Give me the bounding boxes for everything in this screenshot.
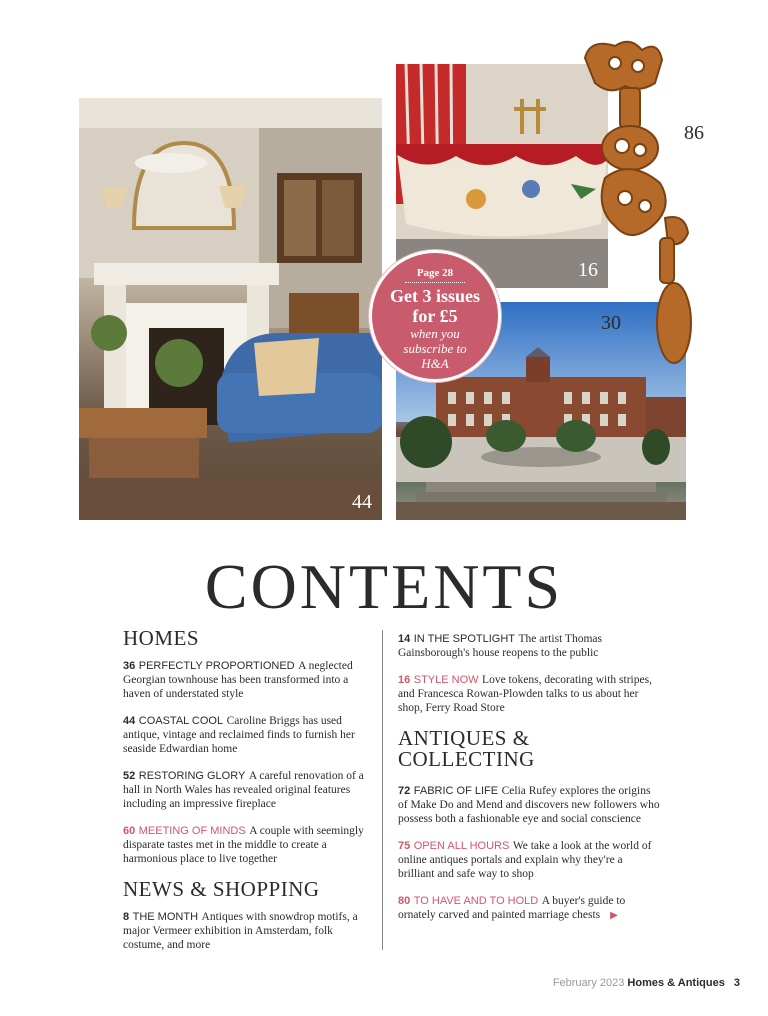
- contents-entry[interactable]: [398, 673, 660, 715]
- entry-description: A careful renovation of a hall in North Wales has revealed original features including an impressive fireplace: [123, 770, 364, 810]
- love-spoon-illustration: [570, 38, 700, 368]
- entry-page-number: 52: [123, 770, 136, 782]
- section-heading-antiques: [398, 728, 660, 770]
- promo-sub-3: H&A: [421, 356, 449, 371]
- contents-entry[interactable]: [123, 824, 373, 866]
- contents-entry[interactable]: [123, 769, 373, 811]
- entry-description: We take a look at the world of online antiques portals and explain why they're a brilliant and safe way to shop: [398, 840, 652, 880]
- homes-list: [123, 659, 373, 866]
- love-spoon-image: [570, 38, 704, 368]
- promo-headline-1: Get 3 issues: [390, 286, 480, 306]
- promo-divider: [405, 282, 465, 283]
- entry-title: IN THE SPOTLIGHT: [413, 633, 516, 645]
- page-title: CONTENTS: [204, 551, 564, 622]
- contents-entry[interactable]: [398, 784, 660, 826]
- page-number-30: 30: [601, 312, 621, 334]
- entry-title: COASTAL COOL: [138, 715, 224, 727]
- contents-entry[interactable]: [398, 894, 660, 923]
- entry-page-number: 14: [398, 633, 411, 645]
- living-room-illustration: [79, 98, 382, 520]
- promo-sub-1: when you: [410, 326, 460, 341]
- living-room-photo: [79, 98, 382, 520]
- entry-title: RESTORING GLORY: [138, 770, 246, 782]
- page-number-16: 16: [578, 259, 598, 281]
- contents-entry[interactable]: [123, 714, 373, 756]
- entry-title: TO HAVE AND TO HOLD: [413, 895, 539, 907]
- contents-entry[interactable]: [398, 839, 660, 881]
- continue-arrow-icon: ▶: [610, 910, 618, 921]
- promo-headline-2: for £5: [412, 306, 458, 326]
- antiques-list: [398, 784, 660, 923]
- entry-description: A neglected Georgian townhouse has been transformed into a haven of understated style: [123, 660, 353, 700]
- section-heading-antiques-line1: ANTIQUES &: [398, 726, 530, 750]
- column-divider: [382, 630, 383, 950]
- entry-title: THE MONTH: [132, 911, 199, 923]
- footer-date: February 2023: [552, 977, 625, 989]
- entry-description: Caroline Briggs has used antique, vintage and reclaimed finds to furnish her seaside Edwardian home: [123, 715, 355, 755]
- promo-sub-2: subscribe to: [403, 341, 467, 356]
- entry-page-number: 8: [123, 911, 130, 923]
- entry-description: Love tokens, decorating with stripes, and Francesca Rowan-Plowden talks to us about her shop, Ferry Road Store: [398, 674, 652, 714]
- contents-entry[interactable]: [123, 659, 373, 701]
- entry-page-number: 16: [398, 674, 411, 686]
- subscription-promo-badge[interactable]: [369, 250, 501, 382]
- footer-magazine-name: Homes & Antiques: [627, 977, 725, 989]
- contents-left-column: [123, 628, 373, 965]
- entry-title: PERFECTLY PROPORTIONED: [138, 660, 295, 672]
- news-list: [123, 910, 373, 952]
- section-heading-news: NEWS & SHOPPING: [123, 877, 320, 901]
- entry-description: A buyer's guide to ornately carved and painted marriage chests: [398, 895, 626, 921]
- section-heading-homes: HOMES: [123, 626, 200, 650]
- entry-title: OPEN ALL HOURS: [413, 840, 510, 852]
- entry-description: Celia Rufey explores the origins of Make Do and Mend and discovers new followers who possess both a fashionable eye and social conscience: [398, 785, 660, 825]
- entry-page-number: 44: [123, 715, 136, 727]
- footer-page-number: 3: [733, 977, 740, 989]
- entry-title: STYLE NOW: [413, 674, 479, 686]
- entry-page-number: 36: [123, 660, 136, 672]
- entry-page-number: 75: [398, 840, 411, 852]
- entry-title: FABRIC OF LIFE: [413, 785, 499, 797]
- page-number-44: 44: [352, 491, 372, 513]
- contents-entry[interactable]: [398, 632, 660, 660]
- features-list: [398, 632, 660, 715]
- page-number-86: 86: [684, 122, 704, 144]
- section-heading-antiques-line2: COLLECTING: [398, 747, 535, 771]
- entry-page-number: 72: [398, 785, 411, 797]
- contents-entry[interactable]: [123, 910, 373, 952]
- entry-page-number: 80: [398, 895, 411, 907]
- page-footer: [553, 977, 740, 989]
- entry-title: MEETING OF MINDS: [138, 825, 246, 837]
- entry-description: Antiques with snowdrop motifs, a major Vermeer exhibition in Amsterdam, folk costume, and more: [123, 911, 358, 951]
- contents-right-column: [398, 632, 660, 936]
- entry-page-number: 60: [123, 825, 136, 837]
- entry-description: A couple with seemingly disparate tastes met in the middle to create a harmonious place to live together: [123, 825, 364, 865]
- entry-description: The artist Thomas Gainsborough's house reopens to the public: [398, 633, 602, 659]
- promo-page-ref: Page 28: [416, 267, 454, 279]
